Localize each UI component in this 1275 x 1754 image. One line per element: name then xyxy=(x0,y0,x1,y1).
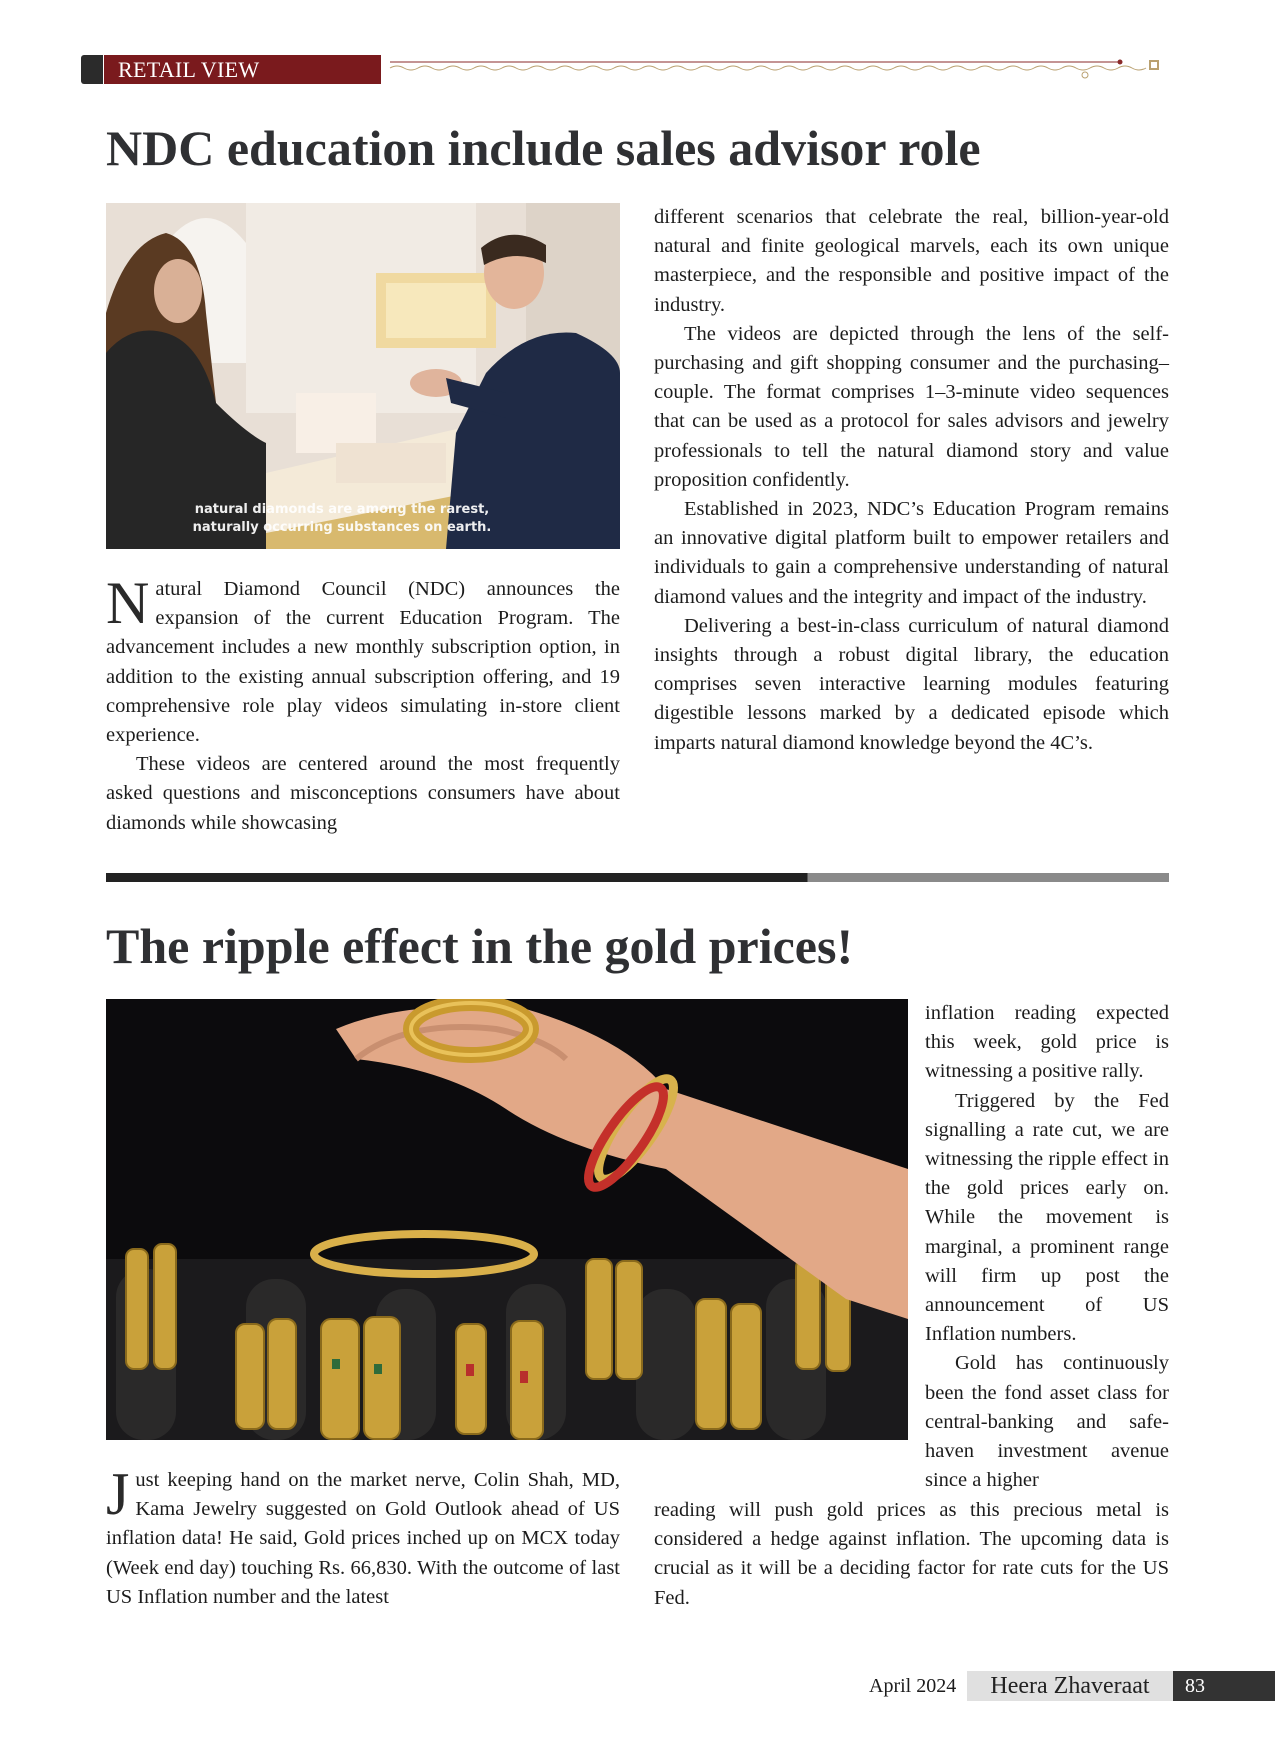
dropcap: N xyxy=(106,570,150,636)
svg-text:natural diamonds are among the: natural diamonds are among the rarest, xyxy=(194,502,490,517)
ndc-video-still-photo xyxy=(106,203,620,549)
issue-date: April 2024 xyxy=(869,1675,957,1697)
section-divider xyxy=(106,873,1169,882)
article1-paragraph: The videos are depicted through the lens of the self-purchasing and gift shopping consumer and the purchasing–couple. The format comprises 1–3-minute video sequences that can be used as a protocol for sales advisors and jewelry professionals to tell the natural diamond story and value proposition confidently. xyxy=(654,322,1169,491)
article2-paragraph: Triggered by the Fed signalling a rate cut, we are witnessing the ripple effect in the gold prices early on. While the movement is marginal, a prominent range will firm up post the announcement of US Inflation numbers. xyxy=(925,1089,1169,1346)
page-number: 83 xyxy=(1173,1671,1275,1701)
article2-paragraph: inflation reading expected this week, gold price is witnessing a positive rally. xyxy=(925,1002,1169,1083)
article1-column-right xyxy=(654,203,1169,758)
article2-headline: The ripple effect in the gold prices! xyxy=(106,918,854,974)
article2-column-left xyxy=(106,1461,620,1612)
section-label: RETAIL VIEW xyxy=(104,55,381,84)
article1-paragraph: These videos are centered around the most frequently asked questions and misconceptions consumers have about diamonds while showcasing xyxy=(106,753,620,834)
article2-paragraph: Gold has continuously been the fond asset class for central-banking and safe-haven investment avenue since a higher xyxy=(925,1352,1169,1492)
section-tab-marker xyxy=(81,55,103,84)
article1-paragraph: different scenarios that celebrate the real, billion-year-old natural and finite geological marvels, each its own unique masterpiece, and the responsible and positive impact of the industry. xyxy=(654,206,1169,316)
article1-paragraph: Delivering a best-in-class curriculum of natural diamond insights through a robust digital library, the education comprises seven interactive learning modules featuring digestible lessons marked by a dedicated episode which imparts natural diamond knowledge beyond the 4C’s. xyxy=(654,614,1169,754)
article1-lead-paragraph: Natural Diamond Council (NDC) announces the expansion of the current Education Program. The advancement includes a new monthly subscription option, in addition to the existing annual subscription offering, and 19 comprehensive role play videos simulating in-store client experience. xyxy=(106,570,620,747)
article1-headline: NDC education include sales advisor role xyxy=(106,120,981,176)
svg-text:naturally occurring substances: naturally occurring substances on earth. xyxy=(192,520,492,535)
header-ornament-line xyxy=(385,58,1165,80)
article2-lead-paragraph: Just keeping hand on the market nerve, Colin Shah, MD, Kama Jewelry suggested on Gold Outlook ahead of US inflation data! He said, Gold prices inched up on MCX today (Week end day) touching Rs. 66,830. With the outcome of last US Inflation number and the latest xyxy=(106,1461,620,1608)
gold-bangles-photo xyxy=(106,999,908,1440)
article2-paragraph: reading will push gold prices as this precious metal is considered a hedge against inflation. The upcoming data is crucial as it will be a deciding factor for rate cuts for the US Fed. xyxy=(654,1499,1169,1609)
article1-column-left xyxy=(106,570,620,838)
magazine-name: Heera Zhaveraat xyxy=(967,1671,1173,1701)
article2-column-right-narrow xyxy=(925,999,1169,1495)
article1-paragraph: Established in 2023, NDC’s Education Program remains an innovative digital platform built to empower retailers and individuals to gain a comprehensive understanding of natural diamond values and the integrity and impact of the industry. xyxy=(654,498,1169,608)
article2-column-right-wide xyxy=(654,1496,1169,1613)
dropcap: J xyxy=(106,1461,130,1527)
